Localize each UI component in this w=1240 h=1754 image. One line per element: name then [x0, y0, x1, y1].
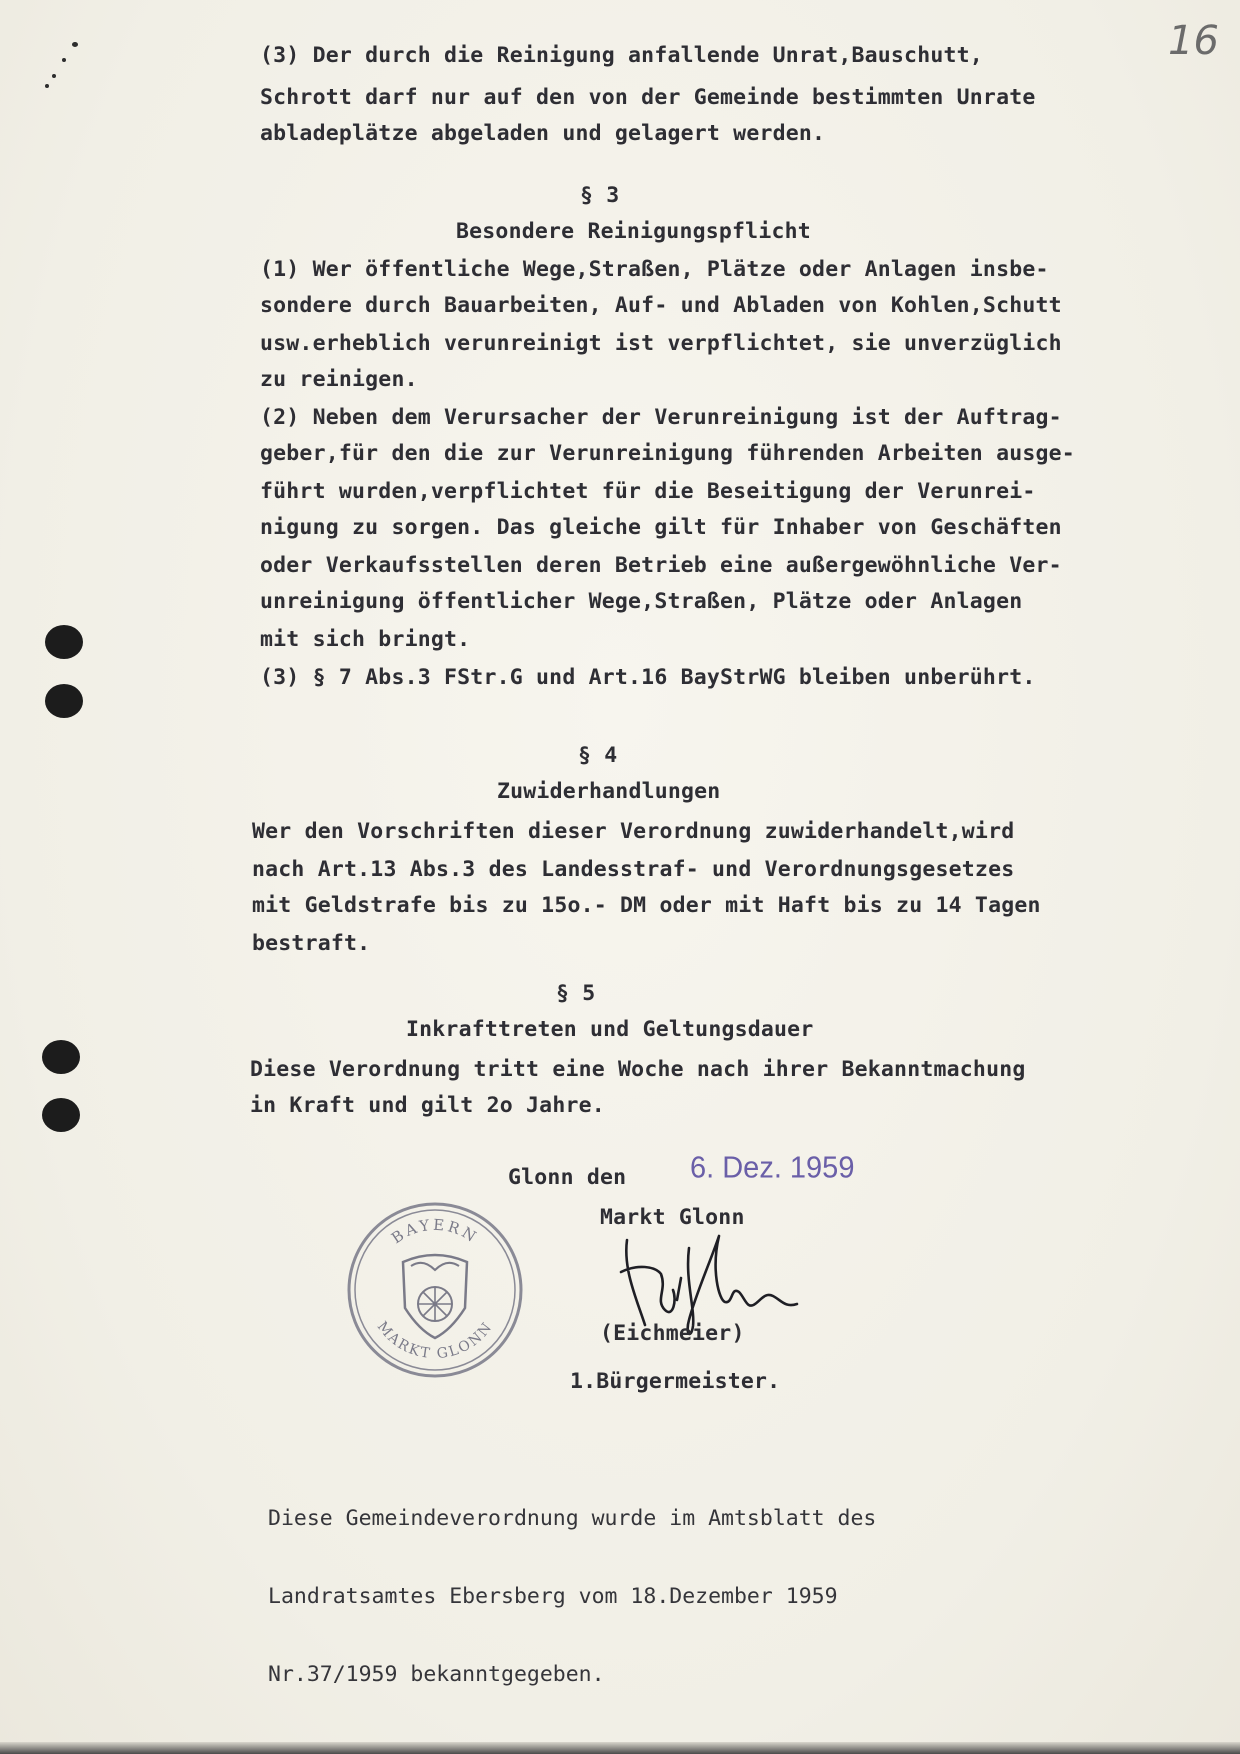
text-line: usw.erheblich verunreinigt ist verpflichtet, sie unverzüglich: [260, 331, 1062, 356]
text-line: in Kraft und gilt 2o Jahre.: [250, 1093, 605, 1118]
publication-note: [268, 1454, 876, 1740]
seal-text-top: BAYERN: [388, 1215, 482, 1248]
punch-hole: [45, 625, 83, 659]
section-number: § 3: [580, 183, 620, 208]
page-number: 16: [1168, 18, 1219, 64]
authority-name: Markt Glonn: [600, 1205, 745, 1230]
punch-hole: [42, 1040, 80, 1074]
date-stamp: 6. Dez. 1959: [690, 1151, 855, 1185]
text-line: geber,für den die zur Verunreinigung führenden Arbeiten ausge-: [260, 441, 1075, 466]
footnote-line: Diese Gemeindeverordnung wurde im Amtsblatt des: [268, 1506, 877, 1531]
section-number: § 4: [578, 743, 618, 768]
signer-name: (Eichmeier): [600, 1321, 745, 1346]
section-title: Zuwiderhandlungen: [497, 779, 721, 804]
footnote-line: Nr.37/1959 bekanntgegeben.: [268, 1662, 605, 1687]
ink-speck: [45, 84, 49, 88]
section-number: § 5: [556, 981, 596, 1006]
text-line: mit Geldstrafe bis zu 15o.- DM oder mit Haft bis zu 14 Tagen: [252, 893, 1041, 918]
ink-speck: [62, 58, 66, 62]
signer-title: 1.Bürgermeister.: [570, 1369, 781, 1394]
text-line: oder Verkaufsstellen deren Betrieb eine außergewöhnliche Ver-: [260, 553, 1062, 578]
text-line: führt wurden,verpflichtet für die Beseitigung der Verunrei-: [260, 479, 1036, 504]
seal-wheel-spokes: [418, 1287, 452, 1321]
municipal-seal: [345, 1200, 525, 1380]
ink-speck: [52, 74, 56, 78]
text-line: Wer den Vorschriften dieser Verordnung zuwiderhandelt,wird: [252, 819, 1015, 844]
text-line: zu reinigen.: [260, 367, 418, 392]
section-title: Inkrafttreten und Geltungsdauer: [406, 1017, 814, 1042]
seal-ornament: [411, 1263, 459, 1270]
footnote-line: Landratsamtes Ebersberg vom 18.Dezember 1959: [268, 1584, 838, 1609]
text-line: abladeplätze abgeladen und gelagert werden.: [260, 121, 826, 146]
text-line: bestraft.: [252, 931, 371, 956]
ink-speck: [72, 42, 78, 47]
text-line: (3) Der durch die Reinigung anfallende Unrat,Bauschutt,: [260, 43, 983, 68]
seal-text-bottom: MARKT GLONN: [373, 1318, 497, 1363]
text-line: (2) Neben dem Verursacher der Verunreinigung ist der Auftrag-: [260, 405, 1062, 430]
punch-hole: [45, 684, 83, 718]
text-line: nach Art.13 Abs.3 des Landesstraf- und Verordnungsgesetzes: [252, 857, 1015, 882]
section-title: Besondere Reinigungspflicht: [456, 219, 811, 244]
place-label: Glonn den: [508, 1165, 627, 1190]
text-line: unreinigung öffentlicher Wege,Straßen, Plätze oder Anlagen: [260, 589, 1023, 614]
text-line: nigung zu sorgen. Das gleiche gilt für Inhaber von Geschäften: [260, 515, 1062, 540]
text-line: mit sich bringt.: [260, 627, 471, 652]
scan-bottom-edge: [0, 1742, 1240, 1754]
text-line: Diese Verordnung tritt eine Woche nach ihrer Bekanntmachung: [250, 1057, 1026, 1082]
text-line: (1) Wer öffentliche Wege,Straßen, Plätze oder Anlagen insbe-: [260, 257, 1049, 282]
text-line: (3) § 7 Abs.3 FStr.G und Art.16 BayStrWG bleiben unberührt.: [260, 665, 1036, 690]
text-line: Schrott darf nur auf den von der Gemeinde bestimmten Unrate: [260, 85, 1036, 110]
text-line: sondere durch Bauarbeiten, Auf- und Abladen von Kohlen,Schutt: [260, 293, 1062, 318]
punch-hole: [42, 1098, 80, 1132]
